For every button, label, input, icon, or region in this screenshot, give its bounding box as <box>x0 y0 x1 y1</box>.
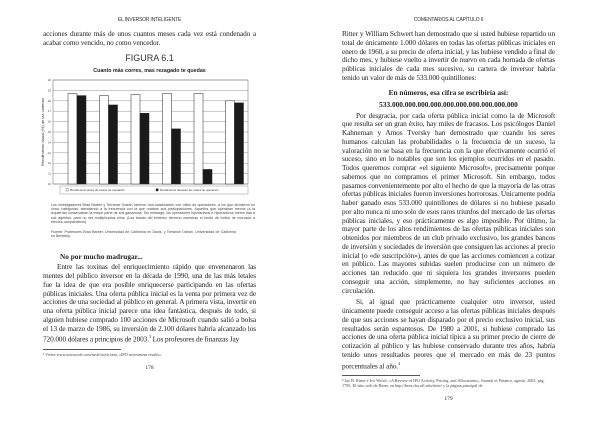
legend-swatch <box>66 188 68 190</box>
right-page <box>342 17 555 403</box>
bar-before-costs <box>68 93 77 183</box>
big-number: 533.000.000.000.000.000.000.000.000.000.000 <box>379 99 518 109</box>
y-tick-label: 20 <box>47 77 51 82</box>
footnote-mark: 3 <box>148 334 151 340</box>
bar-after-costs <box>109 104 118 183</box>
footnote-left: ³ Véase www.microsoft.com/msft/stock.htm, «IPO investment results». <box>43 351 163 357</box>
right-para-2: Por desgracia, por cada oferta pública inicial como la de Microsoft que resulta ser un gran éxito, hay miles de fracasos. Los psicólogos Daniel Kahneman y Amos Tversky han demostrado que cuando los seres humanos calculan las probabilidades o la frecuencia de un suceso, la valoración no se basa en la frecuencia con la que efectivamente ocurrió el suceso, sino en lo notables que son los ejemplos ocurridos en el pasado. Todos queremos comprar «el siguiente Microsoft», precisamente porque sabemos que no compramos el primer Microsoft. Sin embargo, todos pasamos convenientemente por alto el hecho de que la mayoría de las otras ofertas públicas iniciales fueron inversiones horrorosas. Únicamente podría haber ganado esos 533.000 quintillones de dólares si no hubiese pasado por alto nunca ni uno solo de esos raros triunfos del mercado de las ofertas públicas iniciales, y eso prácticamente es algo imposible. Por último, la mayor parte de los altos rendimientos de las ofertas públicas iniciales son obtenidos por miembros de un club privado exclusivo, los grandes bancos de inversión y sociedades de inversión que consiguen las acciones al precio inicial (o «de suscripción»), antes de que las acciones comiencen a cotizar en público. Las mayores subidas suelen producirse con un número de acciones tan reducido que ni siquiera los grandes inversores pueden conseguir una acción, simplemente, no hay suficientes acciones en circulación. <box>342 110 555 295</box>
bar-before-costs <box>131 94 140 183</box>
legend-swatch <box>156 188 158 190</box>
right-para-3 <box>342 298 555 370</box>
left-page <box>40 17 256 372</box>
figure-title: Cuanto más corres, mas rezagado te quedas <box>93 67 206 74</box>
right-para-1: Ritter y William Schwert han demostrado que si usted hubiese repartido un total de únicamente 1.000 dólares en todas las ofertas públicas iniciales en enero de 1960, a su precio de oferta inicial, y las hubiese vendido a final de dicho mes, y hubiese vuelto a invertir de nuevo en cada hornada de ofertas públicas iniciales de cada mes sucesivo, su cartera de inversor habría tenido un valor de más de 533.000 quintillones: <box>342 29 555 82</box>
body-text <box>43 263 256 344</box>
y-tick-label: 15 <box>47 129 51 134</box>
chart-legend <box>60 186 248 194</box>
y-tick-label: 11 <box>48 171 51 176</box>
y-axis-label: Rendimiento anual (%) de las carteras <box>40 97 45 166</box>
body-text-end: Los profesores de finanzas Jay <box>150 334 240 344</box>
chart-container <box>0 77 300 197</box>
right-para-3-text: Si, al igual que prácticamente cualquier otro inversor, usted únicamente puede conseguir acceso a las ofertas públicas iniciales después de que sus acciones se hayan disparado por el precio exclusivo inicial, sus resultados serán espantosos. De 1980 a 2001, si hubiese comprado las acciones de una oferta pública inicial típica a su primer precio de cierre de cotización al público y las hubiese conservado durante tres años, habría tenido unos resultados peores que el mercado en más de 23 puntos porcentuales al año. <box>342 297 555 370</box>
body-text-main: Entre las toxinas del enriquecimiento rápido que envenenaron las mentes del público inversor en la década de 1990, una de las más letales fue la idea de que era posible enriquecerse participando en las ofertas públicas iniciales. Una oferta pública inicial es la venta por primera vez de acciones de una sociedad al público en general. A primera vista, invertir en una oferta pública inicial parece una idea fantástica, después de todo, si alguien hubiese comprado 100 acciones de Microsoft cuando salió a bolsa el 13 de marzo de 1986, su inversión de 2.100 dólares habría alcanzado los 720.000 dólares a principios de 2003. <box>43 262 256 344</box>
bar-before-costs <box>226 100 235 183</box>
bar-after-costs <box>203 169 212 184</box>
legend-label: Rendimiento antes de costes de operación <box>70 187 125 192</box>
footnote-rule-right <box>342 375 420 376</box>
bar-before-costs <box>100 95 109 183</box>
footnote-mark-right: 4 <box>398 360 401 366</box>
y-tick-label: 14 <box>47 139 51 144</box>
footnote-right: ⁴ Jay R. Ritter e Ivo Welch: «A Review of IPO Activity, Pricing, and Allocations», Journal of Finance, agosto, 2002, pág. 1795. El sitio web de Ritter, en http://bear.cba.ufl.edu/ritter/ y la página principal de <box>342 377 545 388</box>
bar-after-costs <box>235 102 244 183</box>
figure-label: FIGURA 6.1 <box>125 52 174 63</box>
page-number-right: 179 <box>444 396 453 403</box>
running-header-left: EL INVERSOR INTELIGENTE <box>117 17 181 23</box>
section-heading: No por mucho madrugar... <box>60 252 143 262</box>
bar-after-costs <box>140 113 149 184</box>
y-tick-label: 10 <box>47 181 51 186</box>
y-tick-label: 13 <box>47 150 51 155</box>
y-tick-label: 16 <box>47 119 51 124</box>
bar-chart <box>0 77 300 197</box>
running-header-right: COMENTARIOS AL CAPÍTULO 6 <box>413 17 484 23</box>
numbers-heading: En números, esa cifra se escribiría así: <box>388 87 509 97</box>
bar-before-costs <box>163 93 172 183</box>
y-tick-label: 12 <box>47 160 51 165</box>
y-tick-label: 18 <box>47 98 51 103</box>
y-tick-label: 19 <box>47 87 51 92</box>
footnote-rule <box>43 349 121 350</box>
figure-source: Fuente: Profesores Brad Barber, Universidad de California en Davis, y Terrance Odean, Universidad de California en Berkeley. <box>51 229 236 238</box>
legend-label: Rendimiento después de costes de operación <box>160 187 219 192</box>
bar-after-costs <box>77 95 86 183</box>
bar-after-costs <box>172 128 181 183</box>
y-tick-label: 17 <box>47 108 51 113</box>
page-number-left: 178 <box>145 364 154 371</box>
figure-caption: Los investigadores Brad Barber y Terrance Odean hicieron una clasificación con miles de operadores, a los que dividieron en cinco categorías, atendiendo a la frecuencia con la que rotaban sus participaciones. Aquellos que operaban menos (a la izquierda) conservaban la mayor parte de sus ganancias. Sin embargo, los operadores hiperactivos e hiperactivos fueron tras a sus agentes, para no ser multiplicados ellos. (Las barras del extremo derecho muestran el fondo de índice de mercado a efectos comparativos). <box>51 202 255 225</box>
opening-text: acciones durante más de unos cuantos meses cada vez está condenado a acabar como vencido, no como vencedor. <box>43 29 256 47</box>
bar-before-costs <box>194 93 203 183</box>
